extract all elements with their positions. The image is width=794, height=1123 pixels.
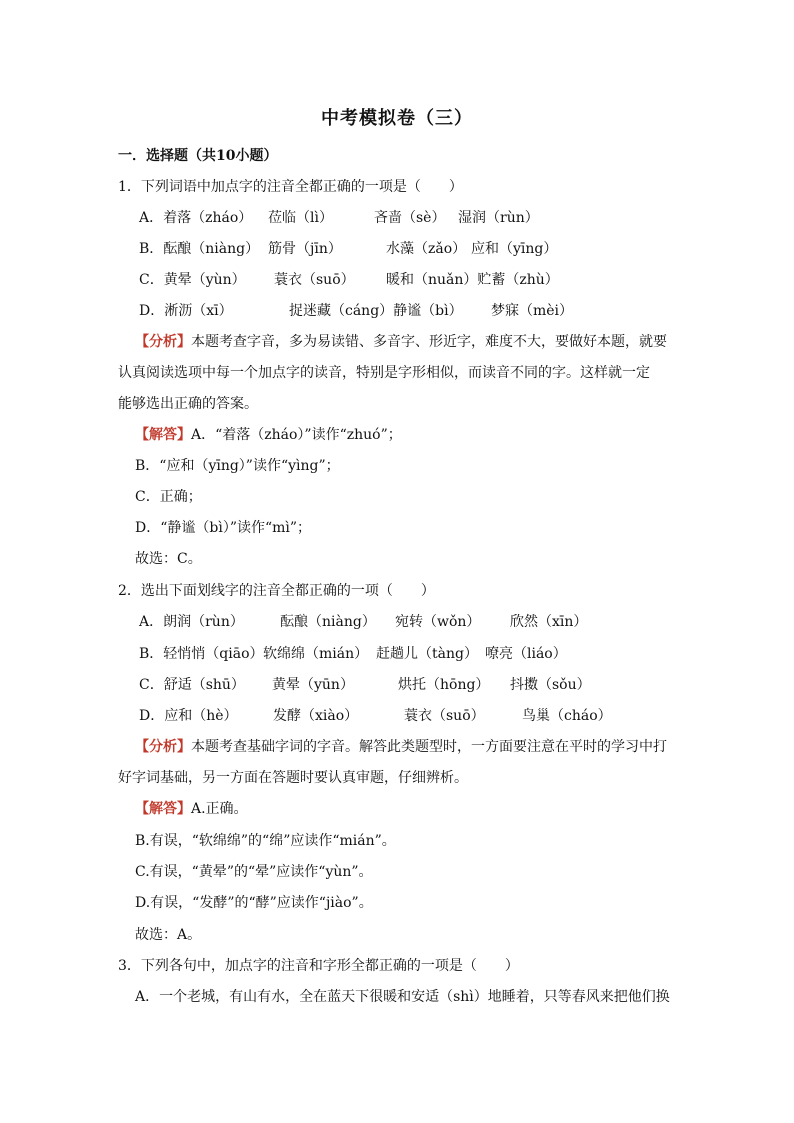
q2-option-a-3: 宛转（wǒn）: [395, 614, 481, 630]
q2-option-b-3: 赶趟儿（tàng）: [376, 646, 478, 662]
q2-option-d-4: 鸟巢（cháo）: [522, 708, 612, 724]
q2-option-d-2: 发酵（xiào）: [273, 708, 359, 724]
q1-option-b-1: B．酝酿（niàng）: [139, 241, 260, 257]
q1-option-b-2: 筋骨（jīn）: [268, 241, 342, 257]
q1-answer-line-5: 故选：C。: [135, 551, 202, 567]
q3-option-a: A．一个老城，有山有水，全在蓝天下很暖和安适（shì）地睡着，只等春风来把他们换: [135, 989, 670, 1005]
q1-option-a-1: A．着落（zháo）: [139, 210, 253, 226]
q2-option-c-1: C．舒适（shū）: [139, 677, 245, 693]
q2-option-b-4: 嘹亮（liáo）: [485, 646, 567, 662]
q1-option-c-1: C．黄晕（yùn）: [139, 272, 246, 288]
q2-analysis-text-1: 本题考查基础字词的字音。解答此类题型时，一方面要注意在平时的学习中打: [191, 739, 667, 755]
q1-answer-line-3: C．正确；: [135, 489, 202, 505]
q2-answer-line-3: C.有误，“黄晕”的“晕”应读作“yùn”。: [135, 864, 373, 880]
q1-analysis-line-2: 认真阅读选项中每一个加点字的读音，特别是字形相似，而读音不同的字。这样就一定: [118, 365, 650, 381]
q2-answer-line-1: [135, 800, 248, 818]
q2-option-d-3: 蓑衣（suō）: [404, 708, 485, 724]
q1-option-a-2: 莅临（lì）: [268, 210, 333, 226]
q1-option-c-2: 蓑衣（suō）: [274, 272, 355, 288]
q2-answer-text-1: A.正确。: [191, 801, 248, 817]
q2-option-a-4: 欣然（xīn）: [510, 614, 588, 630]
q2-option-a-1: A．朗润（rùn）: [139, 614, 244, 630]
q2-analysis-line-2: 好字词基础，另一方面在答题时要认真审题，仔细辨析。: [118, 770, 468, 786]
q1-answer-line-4: D．“静谧（bì）”读作“mì”；: [135, 520, 312, 536]
q2-answer-line-5: 故选：A。: [135, 927, 202, 943]
q2-analysis-tag: 【分析】: [135, 739, 191, 755]
q1-option-b-4: 应和（yīng）: [471, 241, 558, 257]
q1-option-d-3: 梦寐（mèi）: [491, 303, 574, 319]
q1-option-b-3: 水藻（zǎo）: [386, 241, 467, 257]
q3-stem: 3．下列各句中，加点字的注音和字形全都正确的一项是（ ）: [118, 958, 519, 974]
q1-option-d-2: 捉迷藏（cáng）静谧（bì）: [289, 303, 463, 319]
q2-stem: 2．选出下面划线字的注音全都正确的一项（ ）: [118, 583, 435, 599]
q1-answer-tag: 【解答】: [135, 427, 191, 443]
q2-option-b-2: 软绵绵（mián）: [263, 646, 369, 662]
q2-option-a-2: 酝酿（niàng）: [280, 614, 376, 630]
page-title: 中考模拟卷（三）: [321, 108, 473, 129]
q1-answer-text-1: A．“着落（zháo）”读作“zhuó”；: [191, 427, 402, 443]
q1-analysis-line-1: [135, 333, 667, 351]
q1-answer-line-2: B．“应和（yīng）”读作“yìng”；: [135, 458, 340, 474]
q2-answer-line-4: D.有误，“发酵”的“酵”应读作“jiào”。: [135, 895, 373, 911]
q1-option-d-1: D．淅沥（xī）: [139, 303, 233, 319]
q2-option-c-2: 黄晕（yūn）: [272, 677, 354, 693]
q2-answer-line-2: B.有误，“软绵绵”的“绵”应读作“mián”。: [135, 833, 396, 849]
q2-option-b-1: B．轻悄悄（qiāo）: [139, 646, 264, 662]
q1-analysis-line-3: 能够选出正确的答案。: [118, 396, 258, 412]
q2-answer-tag: 【解答】: [135, 801, 191, 817]
q2-option-d-1: D．应和（hè）: [139, 708, 238, 724]
section-heading: 一．选择题（共10小题）: [118, 148, 278, 164]
q2-option-c-4: 抖擞（sǒu）: [510, 677, 591, 693]
q1-option-c-3: 暖和（nuǎn）贮蓄（zhù）: [386, 272, 559, 288]
q2-analysis-line-1: [135, 738, 667, 756]
q1-stem: 1．下列词语中加点字的注音全都正确的一项是（ ）: [118, 179, 463, 195]
q1-option-a-4: 湿润（rùn）: [458, 210, 539, 226]
q1-analysis-tag: 【分析】: [135, 334, 191, 350]
q1-option-a-3: 吝啬（sè）: [374, 210, 446, 226]
q1-answer-line-1: [135, 426, 402, 444]
q1-analysis-text-1: 本题考查字音，多为易读错、多音字、形近字，难度不大，要做好本题，就要: [191, 334, 667, 350]
q2-option-c-3: 烘托（hōng）: [398, 677, 490, 693]
